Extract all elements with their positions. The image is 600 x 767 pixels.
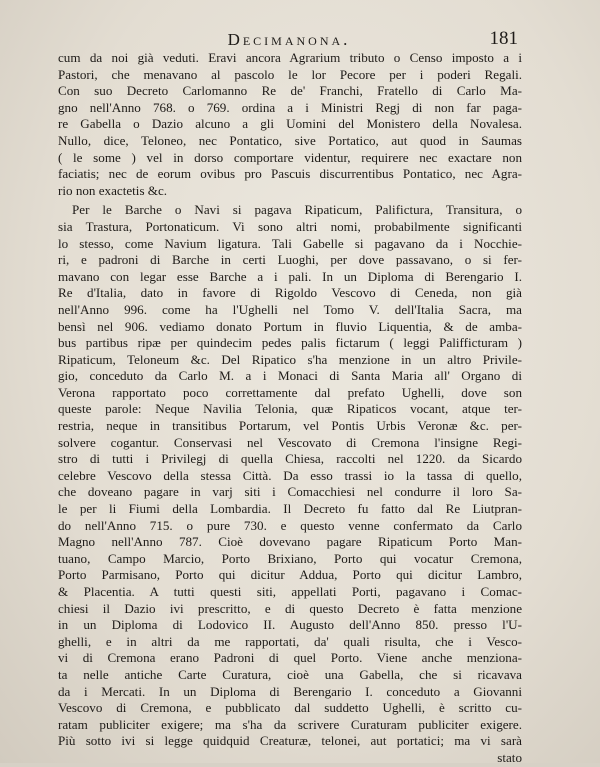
text-line: restria, neque in transitibus Portarum, vel Pontis Urbis Veronæ &c. per- [58,418,522,434]
text-line: Porto Parmisano, Porto qui dicitur Addua, Porto qui dicitur Lambro, [58,567,522,583]
text-line: gno nell'Anno 768. o 769. ordina a i Ministri Regj di non far paga- [58,99,522,115]
text-line: cum da noi già veduti. Eravi ancora Agrarium tributo o Censo imposto a i [58,50,522,65]
text-line: Pastori, che menavano al pascolo le lor Pecore per i poderi Regali. [58,66,522,82]
text-line: tuano, Campo Marcio, Porto Brixiano, Porto qui vocatur Cremona, [58,550,522,566]
text-line: chiesi il Dazio ivi prescritto, e di questo Decreto è fatta menzione [58,600,522,616]
text-line: che doveano pagare in varj siti i Comacchiesi nel condurre il loro Sa- [58,484,522,500]
text-line: rio non exactetis &c. [58,182,168,198]
text-line: re Gabella o Dazio alcuno a gli Uomini del Monistero della Novalesa. [58,116,522,132]
text-line: & Placentia. A tutti questi siti, appellati Porti, pagavano i Comac- [58,584,522,599]
text-line: in un Diploma di Lodovico II. Augusto dell'Anno 850. presso l'U- [58,617,522,633]
text-line: ta nelle antiche Carte Curatura, cioè una Gabella, che si ricavava [58,666,522,682]
text-line: faciatis; nec de eorum ovibus pro Pascuis discurrentibus Pontatico, nec Agra- [58,166,522,182]
text-line: stro di tutti i Privilegj di quella Chiesa, raccolti nel 1220. da Sicardo [58,451,522,467]
body-text [58,50,522,767]
text-line: Vescovo di Cremona, e pubblicato dal suddetto Ughelli, è scritto cu- [58,700,522,716]
text-line: stato [497,749,522,765]
text-line: ( le some ) vel in dorso comportare videntur, requirere nec exactare non [58,149,522,165]
text-line: vi di Cremona erano Padroni di quel Porto. Viene anche menziona- [58,650,522,666]
text-line: ri, e padroni di Barche in certi Luoghi, per dove passavano, o si fer- [58,252,522,268]
text-line: celebre Vescovo della stessa Città. Da esso trassi io la tassa di quello, [58,467,522,483]
text-line: Con suo Decreto Carlomanno Re de' Franchi, Fratello di Carlo Ma- [58,83,522,99]
text-line: Più sotto ivi si legge quidquid Creaturæ, telonei, aut portatici; ma vi sarà [58,733,522,749]
text-line: do nell'Anno 715. o pure 730. e questo venne confermato da Carlo [58,517,522,533]
page-number: 181 [489,28,518,49]
text-line: sia Trastura, Portonaticum. Vi sono altri nomi, probabilmente significanti [58,218,522,234]
text-line: Re d'Italia, dato in favore di Rigoldo Vescovo di Ceneda, non già [58,285,522,301]
text-line: lo stesso, come Navium ligatura. Tali Gabelle si pagavano da i Nocchie- [58,235,522,251]
text-line: queste parole: Neque Navilia Telonia, quæ Ripaticos vocant, atque ter- [58,401,522,417]
text-line: bus partibus ripæ per quindecim pedes palis fictarum ( leggi Palifficturam ) [58,335,522,351]
text-line: bensì nel 906. vediamo donato Portum in fluvio Liquentia, & de amba- [58,318,522,334]
text-line: Per le Barche o Navi si pagava Ripaticum, Palifictura, Transitura, o [72,202,522,218]
text-line: da i Mercati. In un Diploma di Berengario I. conceduto a Giovanni [58,683,522,699]
page-header [60,28,518,50]
text-line: gio, conceduto da Carlo M. a i Monaci di Santa Maria all' Organo di [58,368,522,384]
text-line: ghelli, e in altri da me rapportati, da' quali risulta, che i Vesco- [58,633,522,649]
text-line: nell'Anno 996. come ha l'Ughelli nel Tomo V. dell'Italia Sacra, ma [58,301,522,317]
text-line: ratam publiciter exigere; ma s'ha da scrivere Curaturam publiciter exigere. [58,716,522,732]
text-line: le per li Fiumi della Lombardia. Il Decreto fu fatto dal Re Liutpran- [58,501,522,517]
text-line: Nullo, dice, Teloneo, nec Pontatico, sive Portatico, aut quod in Saumas [58,132,522,148]
text-line: Magno nell'Anno 787. Cioè dovevano pagare Ripaticum Porto Man- [58,534,522,550]
text-line: Verona rapportato poco correttamente dal prefato Ughelli, dove son [58,384,522,400]
text-line: mavano con legar esse Barche a i pali. In un Diploma di Berengario I. [58,268,522,284]
text-line: solvere cogantur. Conservasi nel Vescovato di Cremona l'insigne Regi- [58,434,522,450]
running-title: Decimanona. [227,30,351,49]
text-line: Ripaticum, Teloneum &c. Del Ripatico s'ha menzione in un altro Privile- [58,351,522,367]
